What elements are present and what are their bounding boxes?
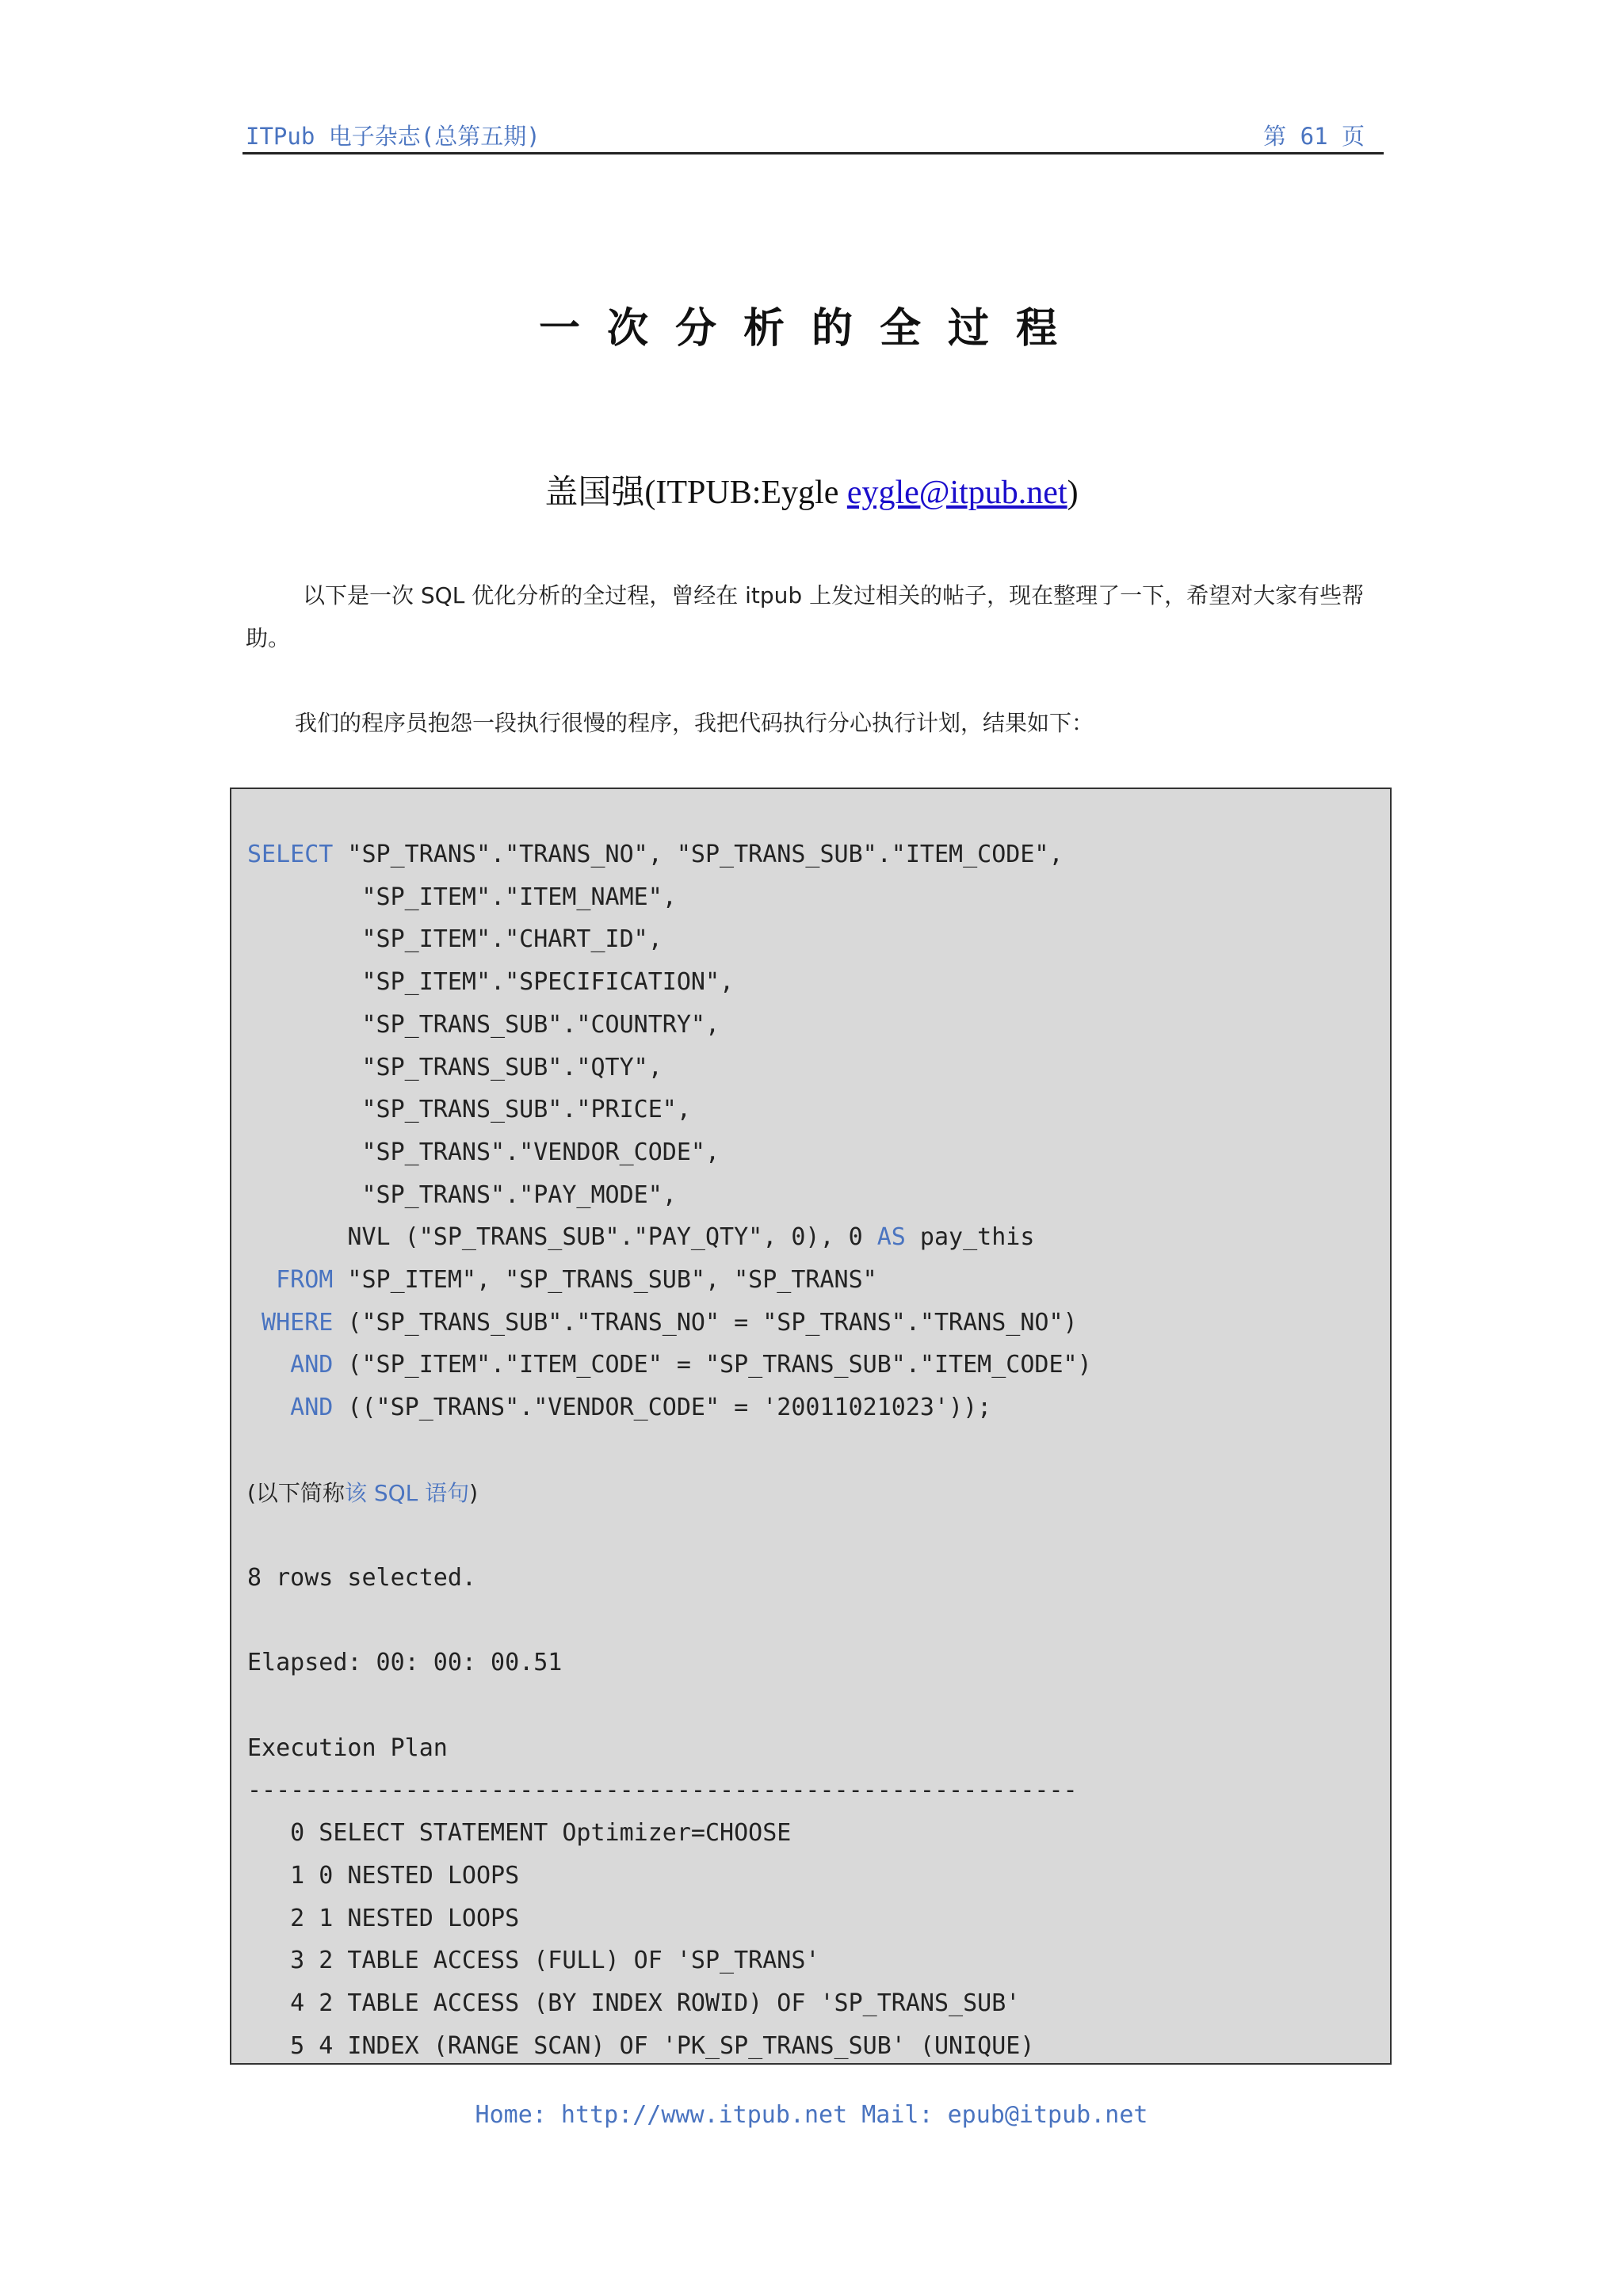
plan-line: 1 0 NESTED LOOPS: [247, 1861, 520, 1890]
author-suffix: ): [1067, 475, 1079, 511]
article-title: 一次分析的全过程: [538, 305, 1084, 353]
code-line: "SP_ITEM"."ITEM_NAME",: [247, 883, 677, 911]
intro-paragraph: 以下是一次 SQL 优化分析的全过程，曾经在 itpub 上发过相关的帖子，现在整理了一下，希望对大家有些帮助。: [246, 582, 1365, 651]
code-line: "SP_TRANS_SUB"."PRICE",: [247, 1096, 691, 1124]
code-line: "SP_ITEM"."CHART_ID",: [247, 925, 663, 954]
author-email-link[interactable]: eygle@itpub.net: [846, 475, 1067, 511]
keyword-where: WHERE: [247, 1308, 334, 1337]
keyword-select: SELECT: [247, 841, 334, 868]
author-name: 盖国强(ITPUB:Eygle: [544, 475, 847, 511]
plan-line: 2 1 NESTED LOOPS: [247, 1904, 520, 1932]
author-line: [0, 466, 1623, 513]
code-line: "SP_ITEM"."SPECIFICATION",: [247, 968, 735, 997]
code-line: NVL ("SP_TRANS_SUB"."PAY_QTY", 0), 0: [247, 1223, 877, 1252]
plan-line: 4 2 TABLE ACCESS (BY INDEX ROWID) OF 'SP_TRANS_SUB': [247, 1989, 1021, 2017]
plan-rule: ----------------------------------------------------------: [247, 1776, 1078, 1805]
code-line: (("SP_TRANS"."VENDOR_CODE" = '20011021023'));: [333, 1394, 992, 1422]
code-line: "SP_TRANS"."PAY_MODE",: [247, 1180, 677, 1209]
plan-line: 5 4 INDEX (RANGE SCAN) OF 'PK_SP_TRANS_SUB' (UNIQUE): [247, 2031, 1035, 2060]
code-line: ("SP_ITEM"."ITEM_CODE" = "SP_TRANS_SUB"."ITEM_CODE"): [333, 1351, 1092, 1379]
page-footer: Home: http://www.itpub.net Mail: epub@itpub.net: [475, 2101, 1148, 2129]
sql-note: [247, 1480, 478, 1506]
page-number: 第 61 页: [1263, 123, 1365, 150]
code-line: "SP_TRANS_SUB"."COUNTRY",: [247, 1010, 720, 1039]
plan-title: Execution Plan: [247, 1733, 448, 1762]
magazine-title: ITPub 电子杂志(总第五期): [246, 123, 540, 150]
keyword-and: AND: [247, 1394, 334, 1422]
code-line: ("SP_TRANS_SUB"."TRANS_NO" = "SP_TRANS"."TRANS_NO"): [333, 1308, 1078, 1337]
note-highlight: 该 SQL 语句: [344, 1479, 470, 1506]
code-line: "SP_TRANS"."TRANS_NO", "SP_TRANS_SUB"."ITEM_CODE",: [333, 841, 1064, 868]
rows-selected: 8 rows selected.: [247, 1563, 476, 1592]
code-block: [230, 788, 1392, 2065]
plan-line: 0 SELECT STATEMENT Optimizer=CHOOSE: [247, 1819, 792, 1848]
page-header: [242, 111, 1384, 154]
code-line: "SP_TRANS_SUB"."QTY",: [247, 1053, 663, 1081]
code-line: "SP_TRANS"."VENDOR_CODE",: [247, 1138, 720, 1166]
plan-line: 3 2 TABLE ACCESS (FULL) OF 'SP_TRANS': [247, 1947, 820, 1975]
code-line: pay_this: [905, 1223, 1035, 1252]
elapsed-time: Elapsed: 00: 00: 00.51: [247, 1649, 563, 1677]
note-close: ): [469, 1479, 479, 1506]
note-open: (以下简称: [247, 1479, 345, 1506]
keyword-as: AS: [876, 1223, 906, 1252]
sql-code: [247, 833, 1092, 2067]
code-line: "SP_ITEM", "SP_TRANS_SUB", "SP_TRANS": [333, 1266, 877, 1295]
keyword-and: AND: [247, 1351, 334, 1379]
context-paragraph: 我们的程序员抱怨一段执行很慢的程序，我把代码执行分心执行计划，结果如下：: [295, 710, 1094, 736]
keyword-from: FROM: [247, 1266, 334, 1295]
